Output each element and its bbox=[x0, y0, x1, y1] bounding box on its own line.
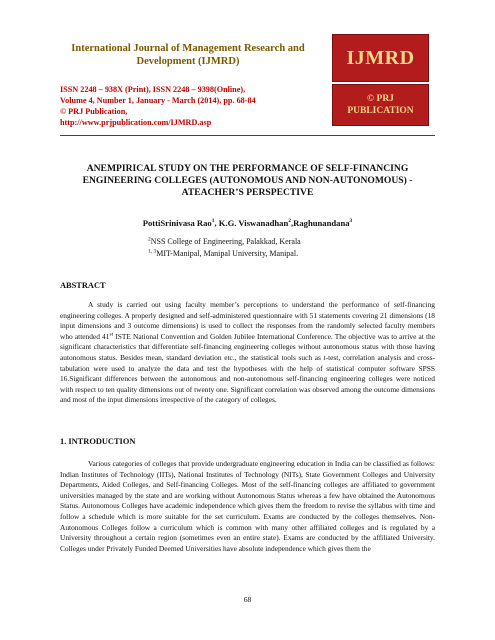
author-1-sup: 1 bbox=[211, 218, 215, 225]
publisher-badge bbox=[332, 84, 429, 126]
abstract-text bbox=[60, 300, 435, 406]
paper-title-line1: ANEMPIRICAL STUDY ON THE PERFORMANCE OF SELF-FINANCING bbox=[86, 163, 409, 174]
journal-url[interactable]: http://www.prjpublication.com/IJMRD.asp bbox=[60, 118, 212, 127]
abstract-heading: ABSTRACT bbox=[60, 281, 106, 290]
abstract-part-1: A study is carried out using faculty member’s perceptions to understand the performance of self-financing engineering colleges. A properly designed and self-administered questionnaire with 51 statements covering 21 dimensions (18 input dimensions and 3 outcome dimensions) is used to collect the responses from the randomly selected faculty members who attended 41 bbox=[60, 300, 435, 341]
affiliation-1 bbox=[148, 237, 398, 247]
abstract-italic: t bbox=[323, 352, 326, 362]
affiliation-1-text: NSS College of Engineering, Palakkad, Kerala bbox=[150, 237, 301, 246]
abstract-part-2: ISTE National Convention and Golden Jubilee International Conference. The objective was to arrive at the significant characteristics that differentiate self-financing engineering colleges without autonomous status with those having autonomous status. Besides mean, standard deviation etc., the statistical tools such as bbox=[60, 331, 435, 362]
volume-line: Volume 4, Number 1, January - March (2014), pp. 68-84 bbox=[60, 96, 256, 105]
paper-title-line3: ATEACHER’S PERSPECTIVE bbox=[181, 187, 314, 198]
issn-line: ISSN 2248 – 938X (Print), ISSN 2248 – 9398(Online), bbox=[60, 85, 246, 94]
abstract-sup: st bbox=[109, 331, 114, 338]
introduction-heading: 1. INTRODUCTION bbox=[60, 437, 136, 446]
author-2-sup: 2 bbox=[288, 218, 292, 225]
journal-logo bbox=[332, 34, 429, 82]
affiliation-2-sup: 1, 3 bbox=[148, 248, 157, 255]
header-divider bbox=[60, 135, 435, 136]
affiliation-2-text: MIT-Manipal, Manipal University, Manipal. bbox=[156, 249, 299, 258]
introduction-text: Various categories of colleges that provide undergraduate engineering education in India can be classified as follows: Indian Institutes of Technology (IITs), National Institutes of Technology (NITs), State Government Colleges and University Departments, Aided Colleges, and Self-financing Colleges. Most of the self-financing colleges are affiliated to government universities managed by the state and are working without Autonomous Status whereas a few have obtained the Autonomous Status. Autonomous Colleges have academic independence which gives them the freedom to revise the syllabus with time and follow a schedule which is more suitable for the set curriculum. Exams are conducted by the colleges themselves. Non-Autonomous Colleges follow a curriculum which is common with many other affiliated colleges and is regulated by a University throughout a certain region (sometimes even an entire state). Exams are conducted by the affiliated University. Colleges under Privately Funded Deemed Universities have absolute independence which gives them the bbox=[60, 459, 435, 553]
paper-title-line2: ENGINEERING COLLEGES (AUTONOMOUS AND NON-AUTONOMOUS) - bbox=[82, 175, 413, 186]
publisher-badge-line2: PUBLICATION bbox=[347, 106, 414, 116]
issn-block bbox=[60, 84, 330, 128]
abstract-part-3: -test, correlation analysis and cross-tabulation were used to analyze the data and test the hypotheses with the help of statistical computer software SPSS 16.Significant differences between the autonomous and non-autonomous self-financing engineering colleges were noticed with respect to ten quality dimensions out of twenty one. Significant correlation was observed among the outcome dimensions and most of the input dimensions irrespective of the category of colleges. bbox=[60, 352, 435, 405]
publisher-badge-line1: © PRJ bbox=[367, 94, 394, 104]
logo-text: IJMRD bbox=[346, 46, 415, 69]
page-number: 68 bbox=[243, 595, 252, 604]
journal-title: International Journal of Management Research and Development (IJMRD) bbox=[71, 43, 305, 67]
author-3: ,Raghunandana bbox=[291, 218, 350, 228]
affiliation-2 bbox=[148, 249, 398, 259]
paper-title bbox=[60, 163, 435, 199]
copyright-line: © PRJ Publication, bbox=[60, 107, 128, 116]
authors-line bbox=[60, 218, 435, 229]
author-1: PottiSrinivasa Rao bbox=[142, 218, 212, 228]
author-2: , K.G. Viswanadhan bbox=[214, 218, 289, 228]
author-3-sup: 3 bbox=[349, 218, 353, 225]
affiliation-1-sup: 2 bbox=[148, 236, 151, 243]
